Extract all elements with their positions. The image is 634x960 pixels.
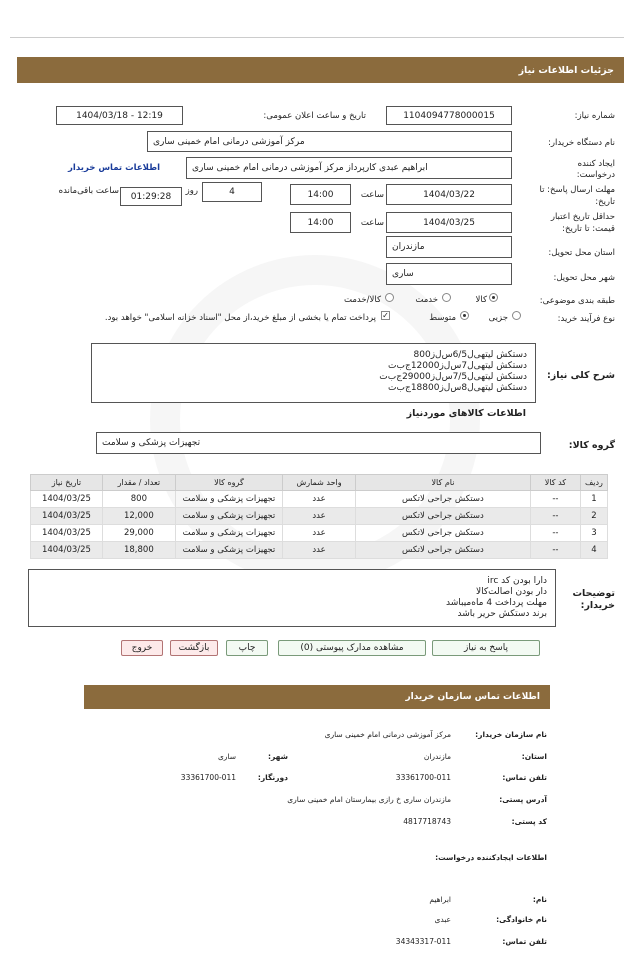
col-unit: واحد شمارش <box>283 475 356 491</box>
top-divider <box>10 37 624 38</box>
note-line: مهلت پرداخت 4 ماه‌میباشد <box>445 598 547 608</box>
cell-code: -- <box>530 525 580 542</box>
category-radio-service[interactable] <box>442 293 451 302</box>
payment-note: پرداخت تمام یا بخشی از مبلغ خرید،از محل "اسناد خزانه اسلامی" خواهد بود. <box>104 313 376 323</box>
contact-city-value: ساری <box>217 752 236 761</box>
deadline-date-field: 1404/03/22 <box>386 184 512 205</box>
category-goods-label: کالا <box>475 295 487 305</box>
contact-address-value: مازندران ساری خ رازی بیمارستان امام خمینی ساری <box>287 795 451 804</box>
summary-line: دستکش لیتهی‌ل7س‌ل‌ز12000ج‌ب‌ت <box>388 361 527 371</box>
goods-table <box>30 474 608 559</box>
announce-value: 1404/03/18 - 12:19 <box>76 110 163 121</box>
cell-name: دستکش جراحی لاتکس <box>355 542 530 559</box>
contact-address-label: آدرس پستی: <box>499 795 547 804</box>
need-number-label: شماره نیاز: <box>574 111 615 121</box>
payment-checkbox[interactable]: ✓ <box>382 311 389 320</box>
note-line: دارا بودن کد irc <box>487 576 547 586</box>
cell-qty: 18,800 <box>102 542 175 559</box>
announce-label: تاریخ و ساعت اعلان عمومی: <box>263 111 366 121</box>
contact-province-label: استان: <box>521 752 547 761</box>
contact-province-value: مازندران <box>423 752 451 761</box>
cell-idx: 3 <box>580 525 607 542</box>
contact-phone-value: 33361700-011 <box>395 773 451 782</box>
buyer-notes-label-2: خریدار: <box>580 600 615 611</box>
creator-name-label: نام: <box>532 895 547 904</box>
buyer-notes-label-1: توضیحات <box>572 588 615 599</box>
creator-family-label: نام خانوادگی: <box>496 915 547 924</box>
process-minor-label: جزیی <box>488 313 508 323</box>
col-name: نام کالا <box>355 475 530 491</box>
category-both-label: کالا/خدمت <box>344 295 381 305</box>
col-idx: ردیف <box>580 475 607 491</box>
validity-label-1: حداقل تاریخ اعتبار <box>550 212 615 222</box>
contact-city-label: شهر: <box>268 752 288 761</box>
remaining-time-label: ساعت باقی‌مانده <box>58 186 119 196</box>
process-radio-medium[interactable] <box>460 311 469 320</box>
goods-group-field: تجهیزات پزشکی و سلامت <box>96 432 541 454</box>
cell-idx: 1 <box>580 491 607 508</box>
page-title: جزئیات اطلاعات نیاز <box>518 64 614 76</box>
remaining-time-field: 01:29:28 <box>120 187 182 206</box>
process-radio-minor[interactable] <box>512 311 521 320</box>
goods-table-header <box>31 475 608 491</box>
back-button[interactable]: بازگشت <box>170 640 218 656</box>
creator-label-2: درخواست: <box>576 170 615 180</box>
cell-code: -- <box>530 542 580 559</box>
creator-label-1: ایجاد کننده <box>577 159 615 169</box>
validity-time-label: ساعت <box>360 218 384 228</box>
deadline-label-2: تاریخ: <box>595 197 615 207</box>
goods-group-label: گروه کالا: <box>568 440 615 451</box>
category-label: طبقه بندی موضوعی: <box>539 296 615 306</box>
days-remaining-field: 4 <box>202 182 262 202</box>
buyer-org-label: نام دستگاه خریدار: <box>548 138 615 148</box>
buyer-org-field: مرکز آموزشی درمانی امام خمینی ساری <box>147 131 512 152</box>
cell-group: تجهیزات پزشکی و سلامت <box>175 542 282 559</box>
buyer-notes-box <box>28 569 556 627</box>
summary-line: دستکش لیتهی‌ل6/5س‌ل‌ز800 <box>413 350 527 360</box>
col-group: گروه کالا <box>175 475 282 491</box>
exit-button[interactable]: خروج <box>121 640 163 656</box>
table-row <box>31 491 608 508</box>
cell-date: 1404/03/25 <box>31 525 103 542</box>
cell-idx: 2 <box>580 508 607 525</box>
creator-phone-label: تلفن تماس: <box>502 937 547 946</box>
table-row <box>31 525 608 542</box>
cell-idx: 4 <box>580 542 607 559</box>
summary-line: دستکش لیتهی‌ل8س‌ل‌ز18800ج‌ب‌ت <box>388 383 527 393</box>
cell-group: تجهیزات پزشکی و سلامت <box>175 525 282 542</box>
cell-name: دستکش جراحی لاتکس <box>355 508 530 525</box>
summary-box <box>91 343 536 403</box>
cell-name: دستکش جراحی لاتکس <box>355 525 530 542</box>
announce-field <box>56 106 183 125</box>
summary-line: دستکش لیتهی‌ل7/5س‌ل‌ز29000ج‌ب‌ت <box>379 372 527 382</box>
validity-time-field: 14:00 <box>290 212 351 233</box>
cell-date: 1404/03/25 <box>31 491 103 508</box>
attachments-button[interactable]: مشاهده مدارک پیوستی (0) <box>278 640 426 656</box>
creator-phone-value: 34343317-011 <box>395 937 451 946</box>
days-label: روز <box>185 186 198 196</box>
contact-header <box>84 685 550 709</box>
cell-qty: 12,000 <box>102 508 175 525</box>
city-field: ساری <box>386 263 512 285</box>
note-line: دار بودن اصالت‌کالا <box>476 587 547 597</box>
validity-label-2: قیمت: تا تاریخ: <box>562 224 615 234</box>
category-radio-goods[interactable] <box>489 293 498 302</box>
process-label: نوع فرآیند خرید: <box>557 314 615 324</box>
cell-unit: عدد <box>283 508 356 525</box>
cell-group: تجهیزات پزشکی و سلامت <box>175 491 282 508</box>
cell-unit: عدد <box>283 525 356 542</box>
province-field: مازندران <box>386 236 512 258</box>
creator-field: ابراهیم عبدی کارپرداز مرکز آموزشی درمانی امام خمینی ساری <box>186 157 512 179</box>
cell-qty: 800 <box>102 491 175 508</box>
contact-fax-label: دورنگار: <box>257 773 288 782</box>
category-radio-both[interactable] <box>385 293 394 302</box>
cell-date: 1404/03/25 <box>31 508 103 525</box>
deadline-time-label: ساعت <box>360 190 384 200</box>
contact-postal-label: کد پستی: <box>511 817 547 826</box>
creator-info-title: اطلاعات ایجادکننده درخواست: <box>435 853 547 862</box>
col-qty: تعداد / مقدار <box>102 475 175 491</box>
note-line: برند دستکش حریر باشد <box>457 609 547 619</box>
province-label: استان محل تحویل: <box>548 248 615 258</box>
cell-group: تجهیزات پزشکی و سلامت <box>175 508 282 525</box>
col-date: تاریخ نیاز <box>31 475 103 491</box>
print-button[interactable]: چاپ <box>226 640 268 656</box>
buyer-contact-link[interactable]: اطلاعات تماس خریدار <box>68 163 160 173</box>
need-number-field: 1104094778000015 <box>386 106 512 125</box>
cell-unit: عدد <box>283 542 356 559</box>
cell-code: -- <box>530 491 580 508</box>
contact-org-value: مرکز آموزشی درمانی امام خمینی ساری <box>324 730 451 739</box>
category-service-label: خدمت <box>415 295 438 305</box>
city-label: شهر محل تحویل: <box>553 273 615 283</box>
cell-name: دستکش جراحی لاتکس <box>355 491 530 508</box>
cell-qty: 29,000 <box>102 525 175 542</box>
summary-label: شرح کلی نیاز: <box>546 370 615 381</box>
reply-button[interactable]: پاسخ به نیاز <box>432 640 540 656</box>
contact-org-label: نام سازمان خریدار: <box>475 730 547 739</box>
process-medium-label: متوسط <box>429 313 456 323</box>
creator-name-value: ابراهیم <box>429 895 451 904</box>
col-code: کد کالا <box>530 475 580 491</box>
contact-title: اطلاعات تماس سازمان خریدار <box>405 692 540 702</box>
deadline-time-field: 14:00 <box>290 184 351 205</box>
table-row <box>31 542 608 559</box>
contact-phone-label: تلفن تماس: <box>502 773 547 782</box>
contact-postal-value: 4817718743 <box>403 817 451 826</box>
cell-date: 1404/03/25 <box>31 542 103 559</box>
cell-code: -- <box>530 508 580 525</box>
page-header <box>17 57 624 83</box>
goods-section-title: اطلاعات کالاهای موردنیاز <box>406 408 526 419</box>
deadline-label-1: مهلت ارسال پاسخ: تا <box>539 185 615 195</box>
table-row <box>31 508 608 525</box>
validity-date-field: 1404/03/25 <box>386 212 512 233</box>
creator-family-value: عبدی <box>434 915 451 924</box>
cell-unit: عدد <box>283 491 356 508</box>
contact-fax-value: 33361700-011 <box>180 773 236 782</box>
